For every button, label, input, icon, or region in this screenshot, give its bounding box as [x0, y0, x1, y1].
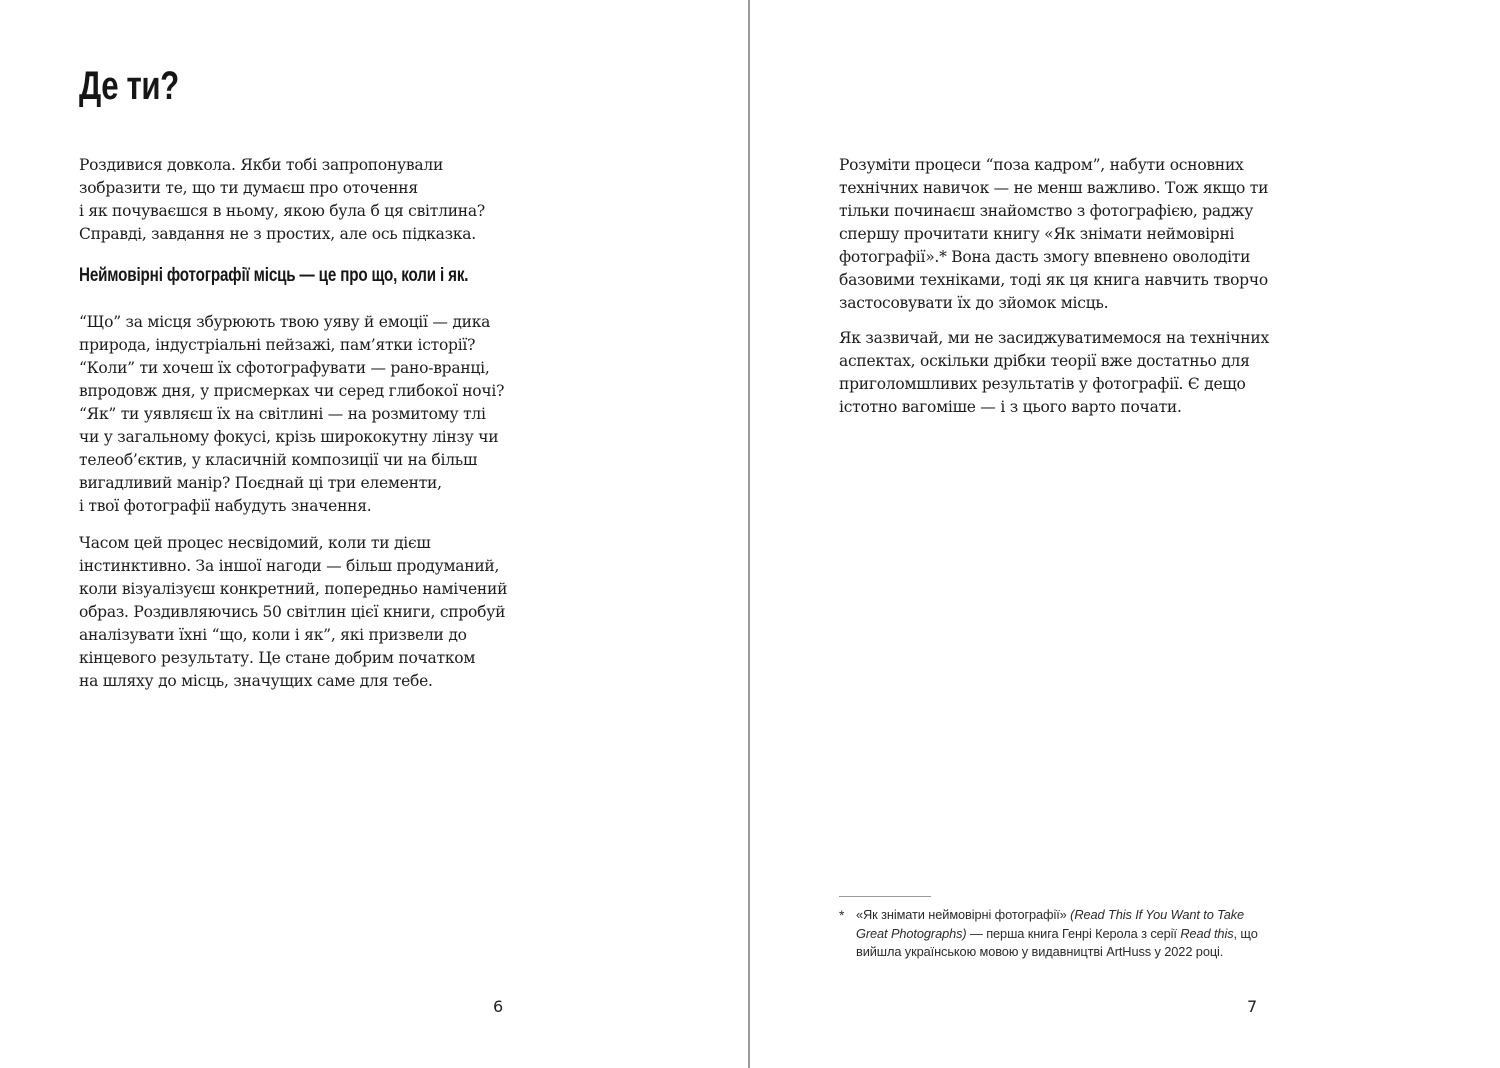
footnote-row [839, 906, 1258, 962]
paragraph-as-usual: Як зазвичай, ми не засиджуватимемося на технічних аспектах, оскільки дрібки теорії вже достатньо для приголомшливих результатів у фотографії. Є дещо істотно вагоміше — і з цього варто почати. [839, 329, 1269, 416]
chapter-title: Де ти? [79, 64, 179, 108]
page-number-left: 6 [493, 997, 504, 1016]
footnote-divider-line [839, 896, 931, 897]
footnote-marker: * [839, 907, 845, 923]
footnote-text: «Як знімати неймовірні фотографії» (Read This If You Want to Take Great Photographs) — перша книга Генрі Керола з серії Read this, що вийшла українською мовою у видавництві ArtHuss у 2022 році. [856, 907, 1258, 959]
footnote [839, 896, 1258, 962]
subheading: Неймовірні фотографії місць — це про що, коли і як. [79, 265, 469, 286]
page-divider-line [748, 0, 750, 1068]
page-number-right: 7 [1247, 997, 1258, 1016]
paragraph-process: Часом цей процес несвідомий, коли ти дієш інстинктивно. За іншої нагоди — більш продуманий, коли візуалізуєш конкретний, попередньо намічений образ. Роздивляючись 50 світлин цієї книги, спробуй аналізувати їхні “що, коли і як”, які призвели до кінцевого результату. Це стане добрим початком на шляху до місць, значущих саме для тебе. [79, 534, 508, 690]
paragraph-what-when-how: “Що” за місця збурюють твою уяву й емоції — дика природа, індустріальні пейзажі, пам’ятки історії? “Коли” ти хочеш їх сфотографувати — рано-вранці, впродовж дня, у присмерках чи серед глибокої ночі? “Як” ти уявляєш їх на світлині — на розмитому тлі чи у загальному фокусі, крізь ширококутну лінзу чи телеоб’єктив, у класичній композиції чи на більш вигадливий манір? Поєднай ці три елементи, і твої фотографії набудуть значення. [79, 313, 505, 515]
intro-paragraph: Роздивися довкола. Якби тобі запропонували зобразити те, що ти думаєш про оточення і як почуваєшся в ньому, якою була б ця світлина? Справді, завдання не з простих, але ось підказка. [79, 156, 485, 243]
paragraph-behind-scenes: Розуміти процеси “поза кадром”, набути основних технічних навичок — не менш важливо. Тож якщо ти тільки починаєш знайомство з фотографією, раджу спершу прочитати книгу «Як знімати неймовірні фотографії».* Вона дасть змогу впевнено оволодіти базовими техніками, тоді як ця книга навчить творчо застосовувати їх до зйомок місць. [839, 156, 1269, 312]
